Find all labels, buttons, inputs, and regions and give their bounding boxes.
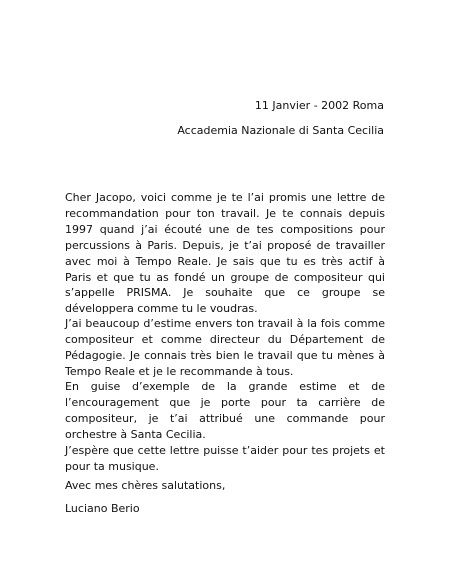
letter-date: 11 Janvier - 2002 Roma (254, 99, 384, 112)
paragraph-text: Cher Jacopo, voici comme je te l’ai promis une lettre de recommandation pour ton travail. Je te connais depuis 1997 quand j’ai écouté une de tes compositions pour percussions à Paris. Depuis, je t’ai proposé de travailler avec moi à Tempo Reale. Je sais que tu es très actif à Paris et que tu as fondé un groupe de compositeur qui s’appelle PRISMA. Je souhaite que ce groupe se développera comme tu le voudras. (65, 191, 385, 316)
paragraph-esteem (65, 316, 385, 380)
paragraph-text: En guise d’exemple de la grande estime et de l’encouragement que je porte pour ta carrière de compositeur, je t’ai attribué une commande pour orchestre à Santa Cecilia. (65, 380, 385, 441)
paragraph-text: J’ai beaucoup d’estime envers ton travail à la fois comme compositeur et comme directeur du Département de Pédagogie. Je connais très bien le travail que tu mènes à Tempo Reale et je le recommande à tous. (65, 317, 385, 378)
letter-closing: Avec mes chères salutations, (65, 479, 226, 492)
paragraph-text: J’espère que cette lettre puisse t’aider pour tes projets et pour ta musique. (65, 444, 385, 473)
paragraph-commission (65, 379, 385, 443)
paragraph-introduction (65, 190, 385, 317)
letter-signature: Luciano Berio (65, 502, 140, 515)
letter-place: Accademia Nazionale di Santa Cecilia (177, 124, 384, 137)
paragraph-wishes (65, 443, 385, 475)
